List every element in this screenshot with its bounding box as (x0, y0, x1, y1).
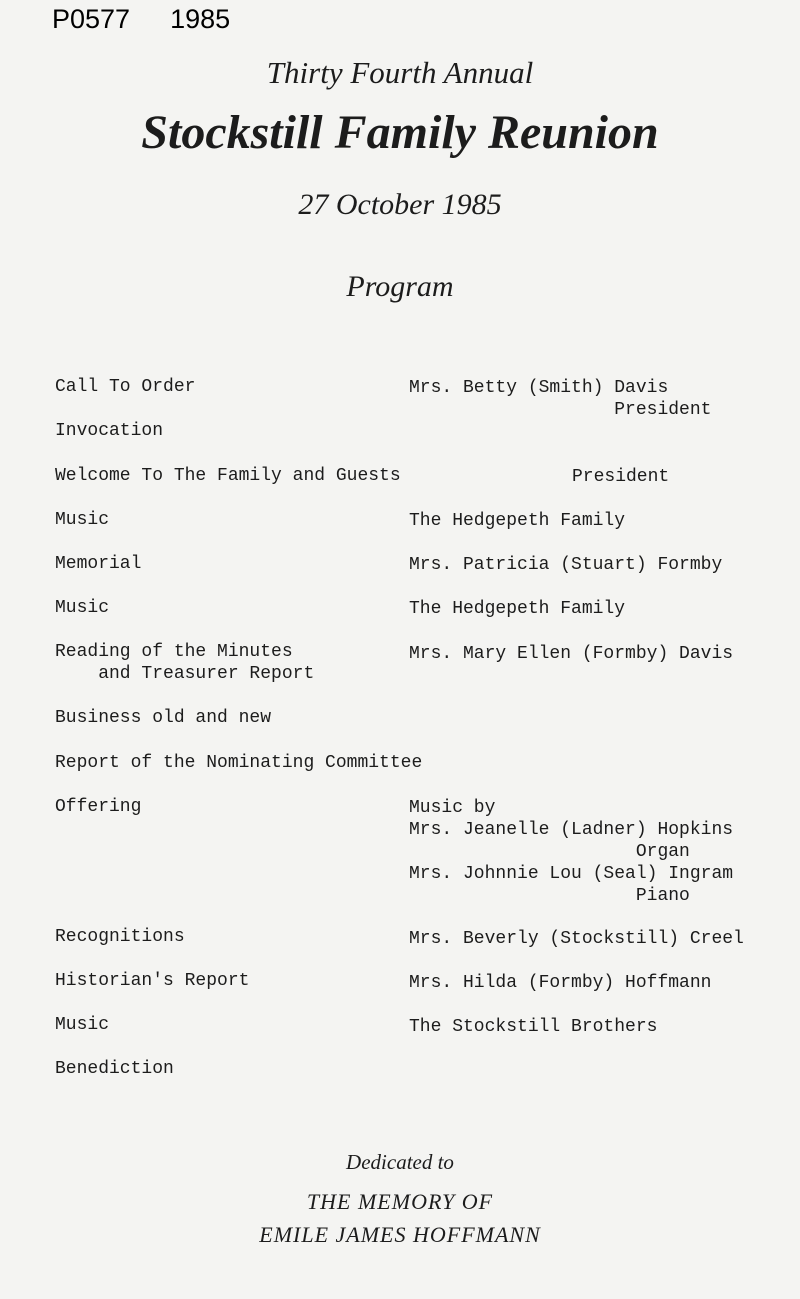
archive-year: 1985 (170, 4, 231, 34)
program-presenter: Mrs. Patricia (Stuart) Formby (409, 555, 723, 575)
archive-label (52, 4, 270, 35)
program-presenter: Music by Mrs. Jeanelle (Ladner) Hopkins Organ Mrs. Johnnie Lou (Seal) Ingram Piano (409, 798, 734, 906)
program-presenter: The Stockstill Brothers (409, 1017, 658, 1037)
program-item: Music (55, 1015, 110, 1035)
program-item: Welcome To The Family and Guests (55, 466, 401, 486)
program-item: Report of the Nominating Committee (55, 753, 423, 773)
program-presenter: The Hedgepeth Family (409, 599, 626, 619)
archive-code: P0577 (52, 4, 131, 34)
program-item: Invocation (55, 421, 164, 441)
event-title: Stockstill Family Reunion (141, 106, 659, 159)
program-presenter: Mrs. Hilda (Formby) Hoffmann (409, 973, 712, 993)
program-item: Memorial (55, 554, 142, 574)
dedication-line: THE MEMORY OF (306, 1189, 494, 1214)
program-presenter: Mrs. Betty (Smith) Davis President (409, 378, 712, 420)
program-item: Music (55, 598, 110, 618)
program-item: Benediction (55, 1059, 174, 1079)
program-presenter: Mrs. Beverly (Stockstill) Creel (409, 929, 744, 949)
program-item: Reading of the Minutes and Treasurer Report (55, 642, 315, 684)
program-item: Call To Order (55, 377, 196, 397)
program-item: Offering (55, 797, 142, 817)
program-item: Recognitions (55, 927, 185, 947)
dedication-intro: Dedicated to (346, 1150, 454, 1174)
program-presenter: Mrs. Mary Ellen (Formby) Davis (409, 644, 734, 664)
dedication-name: EMILE JAMES HOFFMANN (259, 1222, 541, 1247)
program-presenter: President (572, 467, 670, 487)
program-item: Music (55, 510, 110, 530)
event-date: 27 October 1985 (298, 188, 502, 221)
program-item: Historian's Report (55, 971, 250, 991)
program-item: Business old and new (55, 708, 272, 728)
event-subtitle: Thirty Fourth Annual (266, 55, 534, 90)
program-presenter: The Hedgepeth Family (409, 511, 626, 531)
program-heading: Program (346, 270, 454, 303)
